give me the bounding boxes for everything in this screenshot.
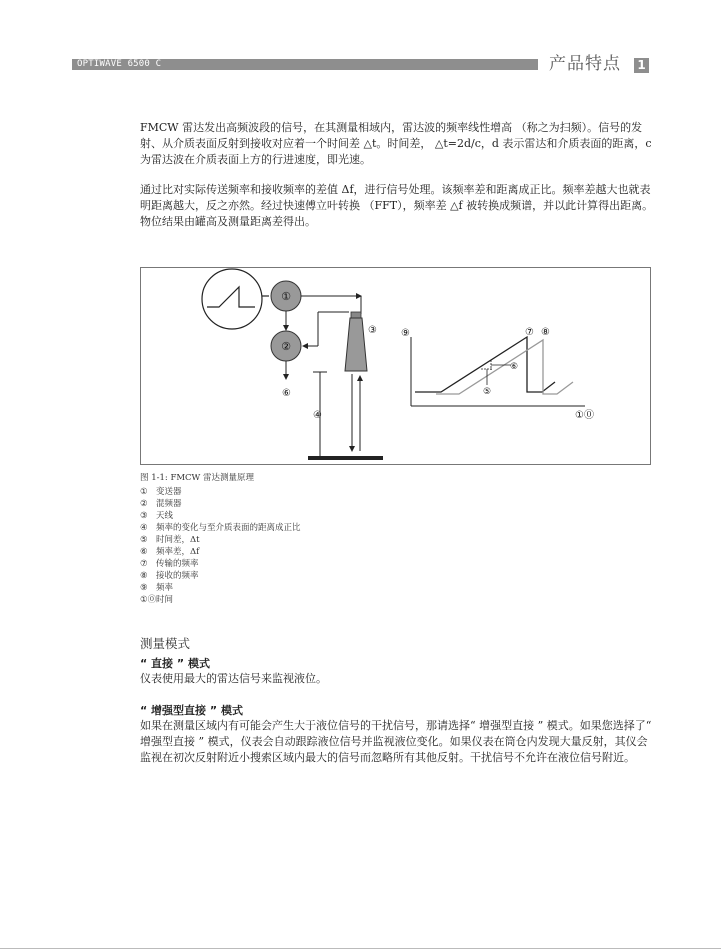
label-5: ⑤: [483, 387, 492, 397]
direct-mode-heading: “ 直接 ” 模式: [140, 657, 210, 670]
signal-generator: [202, 269, 262, 329]
section-title-measurement-mode: 测量模式: [140, 636, 191, 651]
paragraph-fft: 通过比对实际传送频率和接收频率的差值 Δf，进行信号处理。该频率差和距离成正比。频率差越大也就表明距离越大，反之亦然。经过快速傅立叶转换 （FFT），频率差 △f 被转换成频谱，并以此计算得出距离。物位结果由罐高及测量距离差得出。: [140, 183, 654, 228]
label-3: ③: [368, 325, 377, 336]
legend-item: ①⓪时间: [140, 595, 174, 605]
direct-mode-text: 仪表使用最大的雷达信号来监视液位。: [140, 672, 327, 685]
enhanced-mode-heading: “ 增强型直接 ” 模式: [140, 704, 243, 717]
legend-item: ⑤ 时间差，Δt: [140, 535, 200, 545]
label-10: ①⓪: [575, 410, 594, 421]
label-7: ⑦: [525, 327, 534, 338]
label-4: ④: [313, 410, 322, 421]
label-2: ②: [281, 340, 291, 353]
label-9: ⑨: [401, 328, 410, 339]
legend-item: ③ 天线: [140, 511, 174, 521]
medium-surface: [308, 456, 383, 460]
figure-caption: 图 1-1: FMCW 雷达测量原理: [140, 473, 254, 483]
legend-item: ② 混频器: [140, 499, 182, 509]
legend-item: ④ 频率的变化与至介质表面的距离成正比: [140, 523, 301, 533]
enhanced-mode-text: 如果在测量区域内有可能会产生大于液位信号的干扰信号，那请选择“ 增强型直接 ” 模式。如果您选择了“ 增强型直接 ” 模式，仪表会自动跟踪液位信号并监视液位变化。如果仪表在筒仓内发现大量反射，其仪会监视在初次反射附近小搜索区域内最大的信号而忽略所有其他反射。干扰信号不允许在液位信号附近。: [140, 719, 652, 764]
page-bottom-rule: [0, 948, 721, 949]
label-6-left: ⑥: [282, 388, 291, 399]
chapter-number: 1: [634, 58, 649, 73]
received-frequency-line: [436, 340, 573, 394]
legend-item: ⑨ 频率: [140, 583, 174, 593]
fmcw-diagram: [140, 267, 651, 465]
legend-item: ⑧ 接收的频率: [140, 571, 199, 581]
antenna-horn: [345, 318, 367, 371]
legend-item: ⑥ 频率差，Δf: [140, 547, 200, 557]
label-8: ⑧: [541, 327, 550, 338]
label-6-chart: ⑥: [510, 362, 519, 372]
antenna-feed: [351, 312, 361, 318]
label-1: ①: [281, 290, 291, 303]
paragraph-fmcw: FMCW 雷达发出高频波段的信号，在其测量相域内，雷达波的频率线性增高 （称之为扫频）。信号的发射、从介质表面反射到接收对应着一个时间差 △t。时间差， △t=2d/c，d 表示雷达和介质表面的距离，c 为雷达波在介质表面上方的行进速度，即光速。: [140, 121, 652, 166]
chapter-title: 产品特点: [549, 54, 621, 74]
legend-item: ① 变送器: [140, 487, 182, 497]
product-name: OPTIWAVE 6500 C: [77, 59, 162, 69]
legend-item: ⑦ 传输的频率: [140, 559, 199, 569]
figure-legend: [140, 486, 301, 606]
